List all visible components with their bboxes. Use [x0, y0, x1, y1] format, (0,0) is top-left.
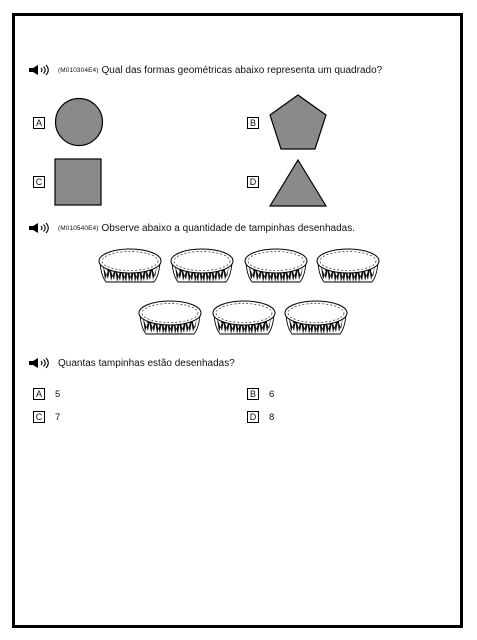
option-a[interactable] [33, 117, 45, 129]
bottle-cap [96, 246, 164, 288]
option-value: 8 [269, 411, 275, 423]
question-1-header [28, 64, 382, 76]
question-3-header [28, 357, 235, 369]
circle-shape [54, 97, 104, 147]
question-1-text: Qual das formas geométricas abaixo representa um quadrado? [101, 64, 383, 76]
answer-option-b[interactable] [247, 388, 274, 400]
option-letter: A [33, 388, 45, 400]
bottle-cap [136, 298, 204, 340]
question-2-text: Observe abaixo a quantidade de tampinhas desenhadas. [101, 222, 355, 234]
option-letter: A [33, 117, 45, 129]
answer-option-d[interactable] [247, 411, 274, 423]
square-shape [54, 158, 102, 206]
option-letter: B [247, 388, 259, 400]
answer-option-c[interactable] [33, 411, 60, 423]
question-2-code: (M010540E4) [58, 224, 99, 232]
question-1-code: (M010304E4) [58, 66, 99, 74]
option-c[interactable] [33, 176, 45, 188]
question-2-header [28, 222, 355, 234]
option-letter: C [33, 411, 45, 423]
speaker-icon[interactable] [28, 357, 50, 369]
option-letter: C [33, 176, 45, 188]
option-value: 7 [55, 411, 61, 423]
question-3-text: Quantas tampinhas estão desenhadas? [58, 357, 235, 369]
pentagon-shape [268, 93, 328, 153]
option-d[interactable] [247, 176, 259, 188]
option-letter: D [247, 411, 259, 423]
bottle-cap [314, 246, 382, 288]
bottle-cap [282, 298, 350, 340]
speaker-icon[interactable] [28, 64, 50, 76]
bottle-cap [210, 298, 278, 340]
option-letter: D [247, 176, 259, 188]
speaker-icon[interactable] [28, 222, 50, 234]
option-value: 6 [269, 388, 275, 400]
bottle-cap [242, 246, 310, 288]
triangle-shape [268, 158, 328, 208]
option-b[interactable] [247, 117, 259, 129]
bottle-cap [168, 246, 236, 288]
option-letter: B [247, 117, 259, 129]
option-value: 5 [55, 388, 61, 400]
answer-option-a[interactable] [33, 388, 60, 400]
